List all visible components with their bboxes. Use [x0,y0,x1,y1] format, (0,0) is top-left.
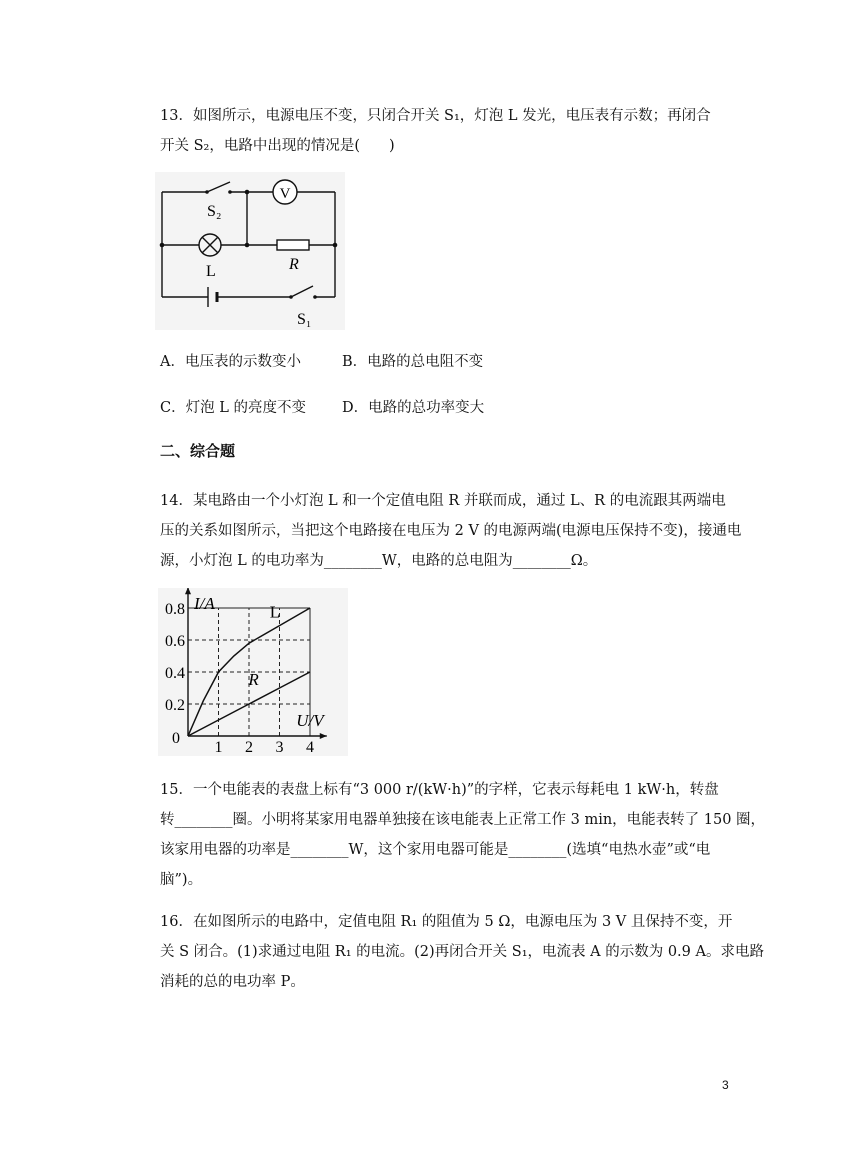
q13-option-d: D．电路的总功率变大 [342,400,485,416]
x-tick-label: 3 [275,739,284,756]
q15-line-4: 脑”)。 [160,872,203,888]
q13-line-2: 开关 S₂，电路中出现的情况是( ) [160,138,395,154]
iu-chart [158,588,348,756]
q16-line-2: 关 S 闭合。(1)求通过电阻 R₁ 的电流。(2)再闭合开关 S₁，电流表 A 的示数为 0.9 A。求电路 [160,944,764,960]
voltmeter-symbol [273,180,297,204]
q15-line-1: 15．一个电能表的表盘上标有“3 000 r/(kW·h)”的字样，它表示每耗电 1 kW·h，转盘 [160,782,719,798]
q15-line-3: 该家用电器的功率是________W，这个家用电器可能是________(选填“电热水壶”或“电 [160,842,711,858]
series-label-R: R [248,669,259,689]
q16-line-1: 16．在如图所示的电路中，定值电阻 R₁ 的阻值为 5 Ω，电源电压为 3 V 且保持不变，开 [160,914,733,930]
q13-option-a: A．电压表的示数变小 [160,354,301,370]
section-heading: 二、综合题 [160,442,236,460]
label-s1: S₁ [297,311,312,328]
x-tick-label: 2 [245,739,253,756]
page-number: 3 [722,1078,729,1092]
series-label-L: L [269,602,281,622]
q14-line-3: 源，小灯泡 L 的电功率为________W，电路的总电阻为________Ω。 [160,553,598,569]
q16-line-3: 消耗的总的电功率 P。 [160,974,305,990]
q15-line-2: 转________圈。小明将某家用电器单独接在该电能表上正常工作 3 min，电能表转了 150 圈， [160,812,766,828]
svg-text:V: V [279,186,291,202]
x-tick-label: 4 [306,739,314,756]
x-axis-label: U/V [296,711,324,730]
y-tick-label: 0.4 [165,665,185,682]
circuit-diagram-q13 [155,172,345,330]
y-tick-label: 0.2 [165,697,185,714]
y-axis-label: I/A [194,593,215,613]
resistor-symbol [277,240,309,250]
label-r: R [289,256,299,273]
y-tick-label: 0.8 [165,601,185,618]
label-s2: S₂ [207,203,222,220]
q14-line-1: 14．某电路由一个小灯泡 L 和一个定值电阻 R 并联而成，通过 L、R 的电流跟其两端电 [160,493,726,509]
q14-line-2: 压的关系如图所示，当把这个电路接在电压为 2 V 的电源两端(电源电压保持不变)，接通电 [160,523,742,539]
q13-line-1: 13．如图所示，电源电压不变，只闭合开关 S₁，灯泡 L 发光，电压表有示数；再闭合 [160,108,711,124]
origin-label: 0 [172,730,180,747]
q13-option-c: C．灯泡 L 的亮度不变 [160,400,306,416]
label-l: L [206,263,216,280]
y-tick-label: 0.6 [165,633,185,650]
x-tick-label: 1 [214,739,223,756]
q13-option-b: B．电路的总电阻不变 [342,354,484,370]
